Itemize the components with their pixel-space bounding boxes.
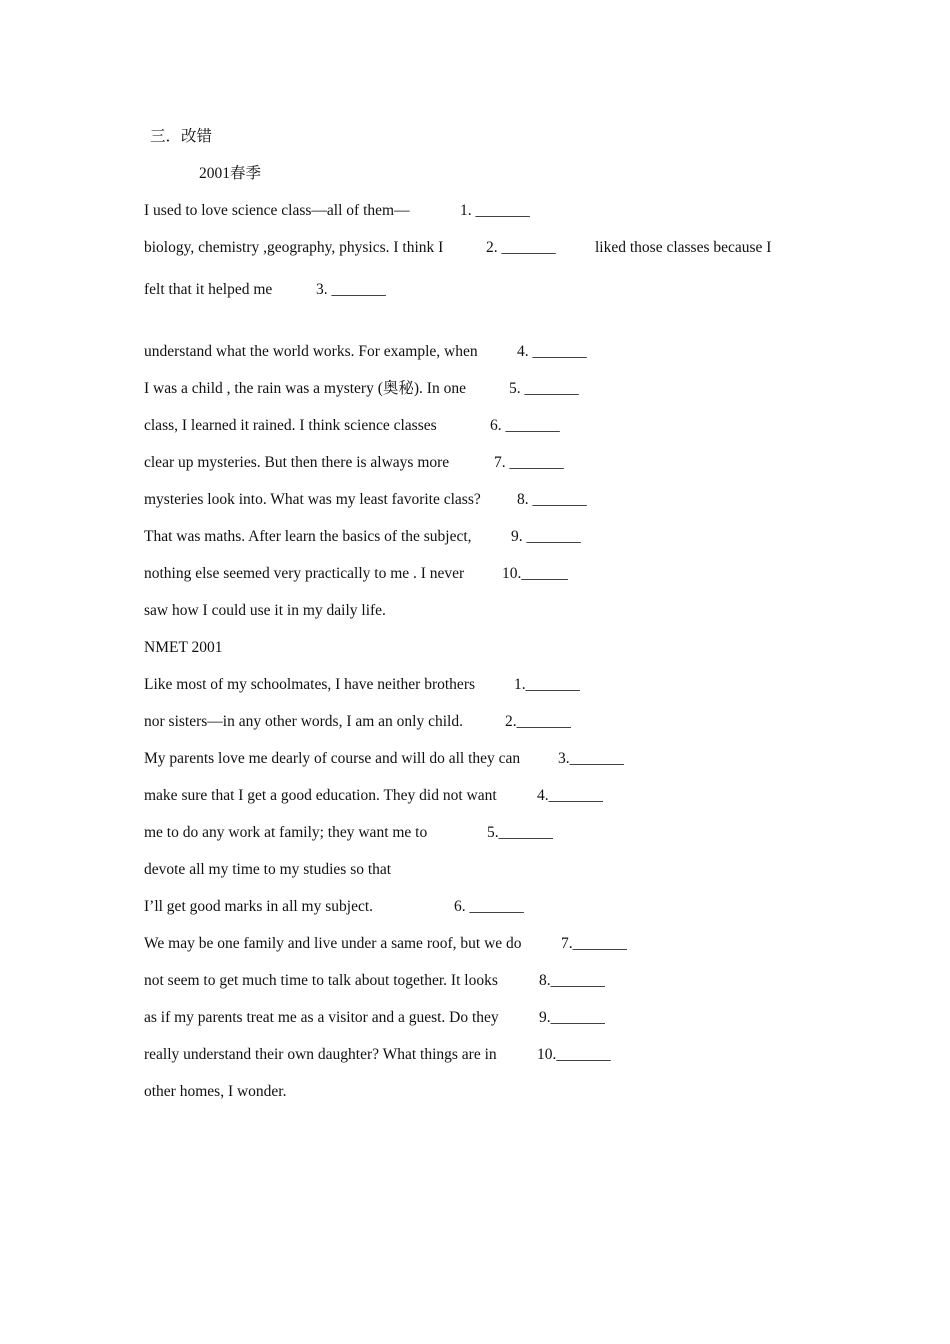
p1-line-6: class, I learned it rained. I think science classes	[144, 417, 437, 434]
p2-line-12: other homes, I wonder.	[144, 1083, 287, 1100]
p1-blank-1[interactable]: 1. _______	[460, 202, 530, 219]
passage1-title: 2001春季	[199, 165, 262, 182]
p2-blank-3[interactable]: 3._______	[558, 750, 624, 767]
p1-blank-7[interactable]: 7. _______	[494, 454, 564, 471]
p2-line-6: devote all my time to my studies so that	[144, 861, 392, 878]
p1-line-3: felt that it helped me	[144, 281, 273, 298]
p2-line-11: really understand their own daughter? What things are in	[144, 1046, 497, 1063]
p2-line-8: We may be one family and live under a same roof, but we do	[144, 935, 522, 952]
p2-line-4: make sure that I get a good education. They did not want	[144, 787, 497, 804]
p1-blank-8[interactable]: 8. _______	[517, 491, 587, 508]
p2-blank-6[interactable]: 6. _______	[454, 898, 524, 915]
p2-line-2: nor sisters—in any other words, I am an only child.	[144, 713, 463, 730]
p1-line-7: clear up mysteries. But then there is always more	[144, 454, 450, 471]
p2-blank-1[interactable]: 1._______	[514, 676, 580, 693]
section-heading: 三．改错	[150, 128, 213, 145]
p1-line-9: That was maths. After learn the basics of the subject,	[144, 528, 472, 545]
p2-line-5: me to do any work at family; they want me to	[144, 824, 428, 841]
p1-line-2-continuation: liked those classes because I	[595, 239, 772, 256]
p1-line-11: saw how I could use it in my daily life.	[144, 602, 386, 619]
p2-blank-5[interactable]: 5._______	[487, 824, 553, 841]
p1-blank-5[interactable]: 5. _______	[509, 380, 579, 397]
p1-line-1: I used to love science class—all of them—	[144, 202, 410, 219]
p2-blank-2[interactable]: 2._______	[505, 713, 571, 730]
p2-blank-9[interactable]: 9._______	[539, 1009, 605, 1026]
p2-line-10: as if my parents treat me as a visitor and a guest. Do they	[144, 1009, 499, 1026]
p1-line-8: mysteries look into. What was my least favorite class?	[144, 491, 481, 508]
p1-blank-3[interactable]: 3. _______	[316, 281, 386, 298]
p2-blank-4[interactable]: 4._______	[537, 787, 603, 804]
p1-blank-9[interactable]: 9. _______	[511, 528, 581, 545]
p2-line-9: not seem to get much time to talk about together. It looks	[144, 972, 498, 989]
p2-blank-7[interactable]: 7._______	[561, 935, 627, 952]
p1-line-5: I was a child , the rain was a mystery (奥秘). In one	[144, 380, 466, 397]
p1-blank-4[interactable]: 4. _______	[517, 343, 587, 360]
p2-line-3: My parents love me dearly of course and will do all they can	[144, 750, 521, 767]
p1-blank-10[interactable]: 10.______	[502, 565, 568, 582]
p1-line-4: understand what the world works. For example, when	[144, 343, 478, 360]
p1-line-10: nothing else seemed very practically to me . I never	[144, 565, 465, 582]
p2-blank-8[interactable]: 8._______	[539, 972, 605, 989]
p1-blank-2[interactable]: 2. _______	[486, 239, 556, 256]
passage2-title: NMET 2001	[144, 639, 223, 656]
p2-line-1: Like most of my schoolmates, I have neither brothers	[144, 676, 476, 693]
p2-blank-10[interactable]: 10._______	[537, 1046, 611, 1063]
p1-line-2: biology, chemistry ,geography, physics. I think I	[144, 239, 444, 256]
p2-line-7: I’ll get good marks in all my subject.	[144, 898, 374, 915]
p1-blank-6[interactable]: 6. _______	[490, 417, 560, 434]
